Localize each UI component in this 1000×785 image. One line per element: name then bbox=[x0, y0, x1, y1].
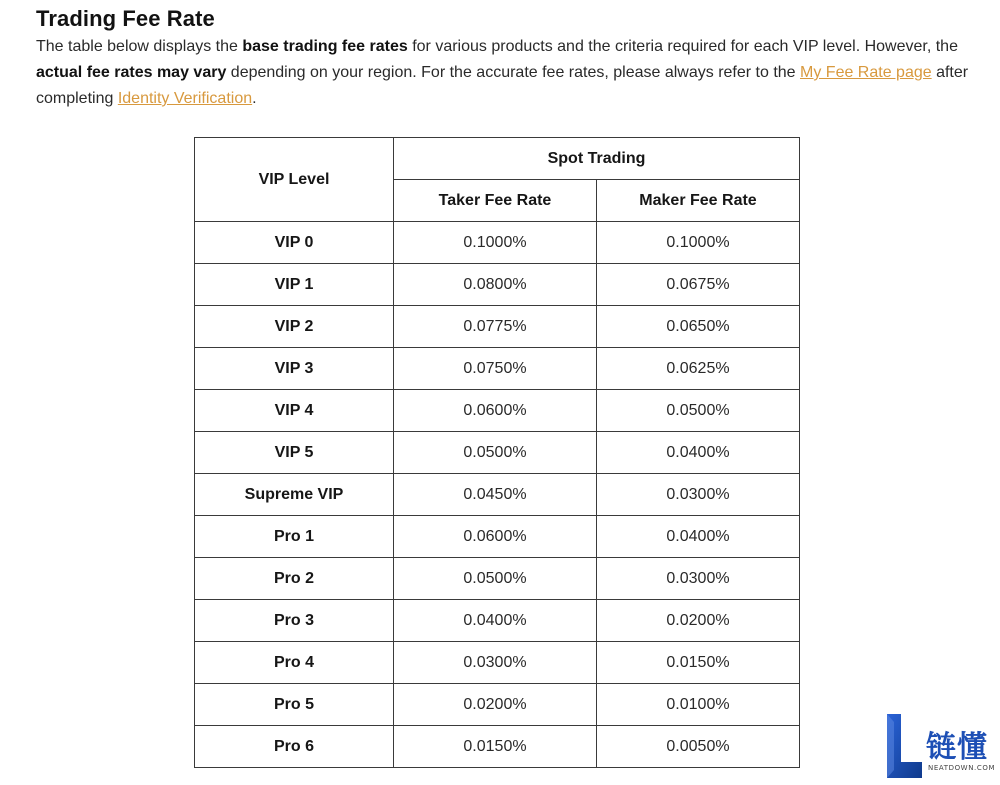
table-body bbox=[195, 222, 800, 768]
intro-text: after completing bbox=[36, 64, 969, 107]
table-row bbox=[195, 558, 800, 600]
level-cell: Supreme VIP bbox=[195, 474, 394, 516]
level-cell: VIP 4 bbox=[195, 390, 394, 432]
identity-verification-link[interactable]: Identity Verification bbox=[117, 90, 253, 107]
maker-fee-cell: 0.0100% bbox=[597, 684, 800, 726]
level-cell: VIP 2 bbox=[195, 306, 394, 348]
maker-fee-cell: 0.0675% bbox=[597, 264, 800, 306]
table-row bbox=[195, 390, 800, 432]
fee-rate-table bbox=[194, 137, 800, 768]
table-row bbox=[195, 222, 800, 264]
maker-fee-cell: 0.0400% bbox=[597, 516, 800, 558]
taker-fee-cell: 0.0150% bbox=[394, 726, 597, 768]
my-fee-rate-link[interactable]: My Fee Rate page bbox=[800, 64, 932, 81]
table-row bbox=[195, 306, 800, 348]
intro-paragraph bbox=[36, 34, 976, 112]
intro-emphasis: actual fee rates may vary bbox=[36, 64, 227, 81]
intro-text: The table below displays the bbox=[36, 38, 243, 55]
maker-fee-cell: 0.0050% bbox=[597, 726, 800, 768]
neatdown-logo-icon bbox=[884, 712, 924, 780]
table-row bbox=[195, 684, 800, 726]
level-cell: Pro 5 bbox=[195, 684, 394, 726]
intro-text: for various products and the criteria required for each VIP level. However, the bbox=[407, 38, 958, 55]
taker-fee-cell: 0.0750% bbox=[394, 348, 597, 390]
intro-text: . bbox=[252, 90, 257, 107]
taker-fee-cell: 0.0775% bbox=[394, 306, 597, 348]
taker-fee-cell: 0.0400% bbox=[394, 600, 597, 642]
maker-fee-cell: 0.0650% bbox=[597, 306, 800, 348]
table-header-row bbox=[195, 138, 800, 180]
maker-fee-cell: 0.0150% bbox=[597, 642, 800, 684]
table-row bbox=[195, 432, 800, 474]
table-row bbox=[195, 726, 800, 768]
taker-fee-cell: 0.1000% bbox=[394, 222, 597, 264]
table-row bbox=[195, 474, 800, 516]
level-cell: Pro 3 bbox=[195, 600, 394, 642]
maker-fee-cell: 0.1000% bbox=[597, 222, 800, 264]
maker-fee-cell: 0.0400% bbox=[597, 432, 800, 474]
vip-level-header: VIP Level bbox=[195, 138, 394, 222]
taker-fee-cell: 0.0800% bbox=[394, 264, 597, 306]
watermark-logo bbox=[884, 712, 996, 780]
maker-fee-cell: 0.0200% bbox=[597, 600, 800, 642]
level-cell: Pro 2 bbox=[195, 558, 394, 600]
table-row bbox=[195, 348, 800, 390]
maker-fee-header: Maker Fee Rate bbox=[597, 180, 800, 222]
taker-fee-cell: 0.0600% bbox=[394, 390, 597, 432]
level-cell: VIP 0 bbox=[195, 222, 394, 264]
maker-fee-cell: 0.0500% bbox=[597, 390, 800, 432]
level-cell: VIP 3 bbox=[195, 348, 394, 390]
level-cell: Pro 6 bbox=[195, 726, 394, 768]
taker-fee-cell: 0.0600% bbox=[394, 516, 597, 558]
level-cell: Pro 4 bbox=[195, 642, 394, 684]
table-row bbox=[195, 600, 800, 642]
intro-text: depending on your region. For the accurate fee rates, please always refer to the bbox=[226, 64, 801, 81]
level-cell: Pro 1 bbox=[195, 516, 394, 558]
table-row bbox=[195, 516, 800, 558]
taker-fee-cell: 0.0450% bbox=[394, 474, 597, 516]
taker-fee-cell: 0.0300% bbox=[394, 642, 597, 684]
page-title: Trading Fee Rate bbox=[36, 6, 215, 31]
table-row bbox=[195, 264, 800, 306]
taker-fee-header: Taker Fee Rate bbox=[394, 180, 597, 222]
taker-fee-cell: 0.0500% bbox=[394, 432, 597, 474]
level-cell: VIP 5 bbox=[195, 432, 394, 474]
taker-fee-cell: 0.0200% bbox=[394, 684, 597, 726]
maker-fee-cell: 0.0300% bbox=[597, 558, 800, 600]
taker-fee-cell: 0.0500% bbox=[394, 558, 597, 600]
maker-fee-cell: 0.0625% bbox=[597, 348, 800, 390]
intro-emphasis: base trading fee rates bbox=[242, 38, 408, 55]
watermark-text-en: NEATDOWN.COM bbox=[928, 764, 996, 772]
table-header bbox=[195, 138, 800, 222]
maker-fee-cell: 0.0300% bbox=[597, 474, 800, 516]
table-row bbox=[195, 642, 800, 684]
spot-trading-header: Spot Trading bbox=[394, 138, 800, 180]
watermark-text-cn: 链懂 bbox=[926, 730, 988, 765]
level-cell: VIP 1 bbox=[195, 264, 394, 306]
